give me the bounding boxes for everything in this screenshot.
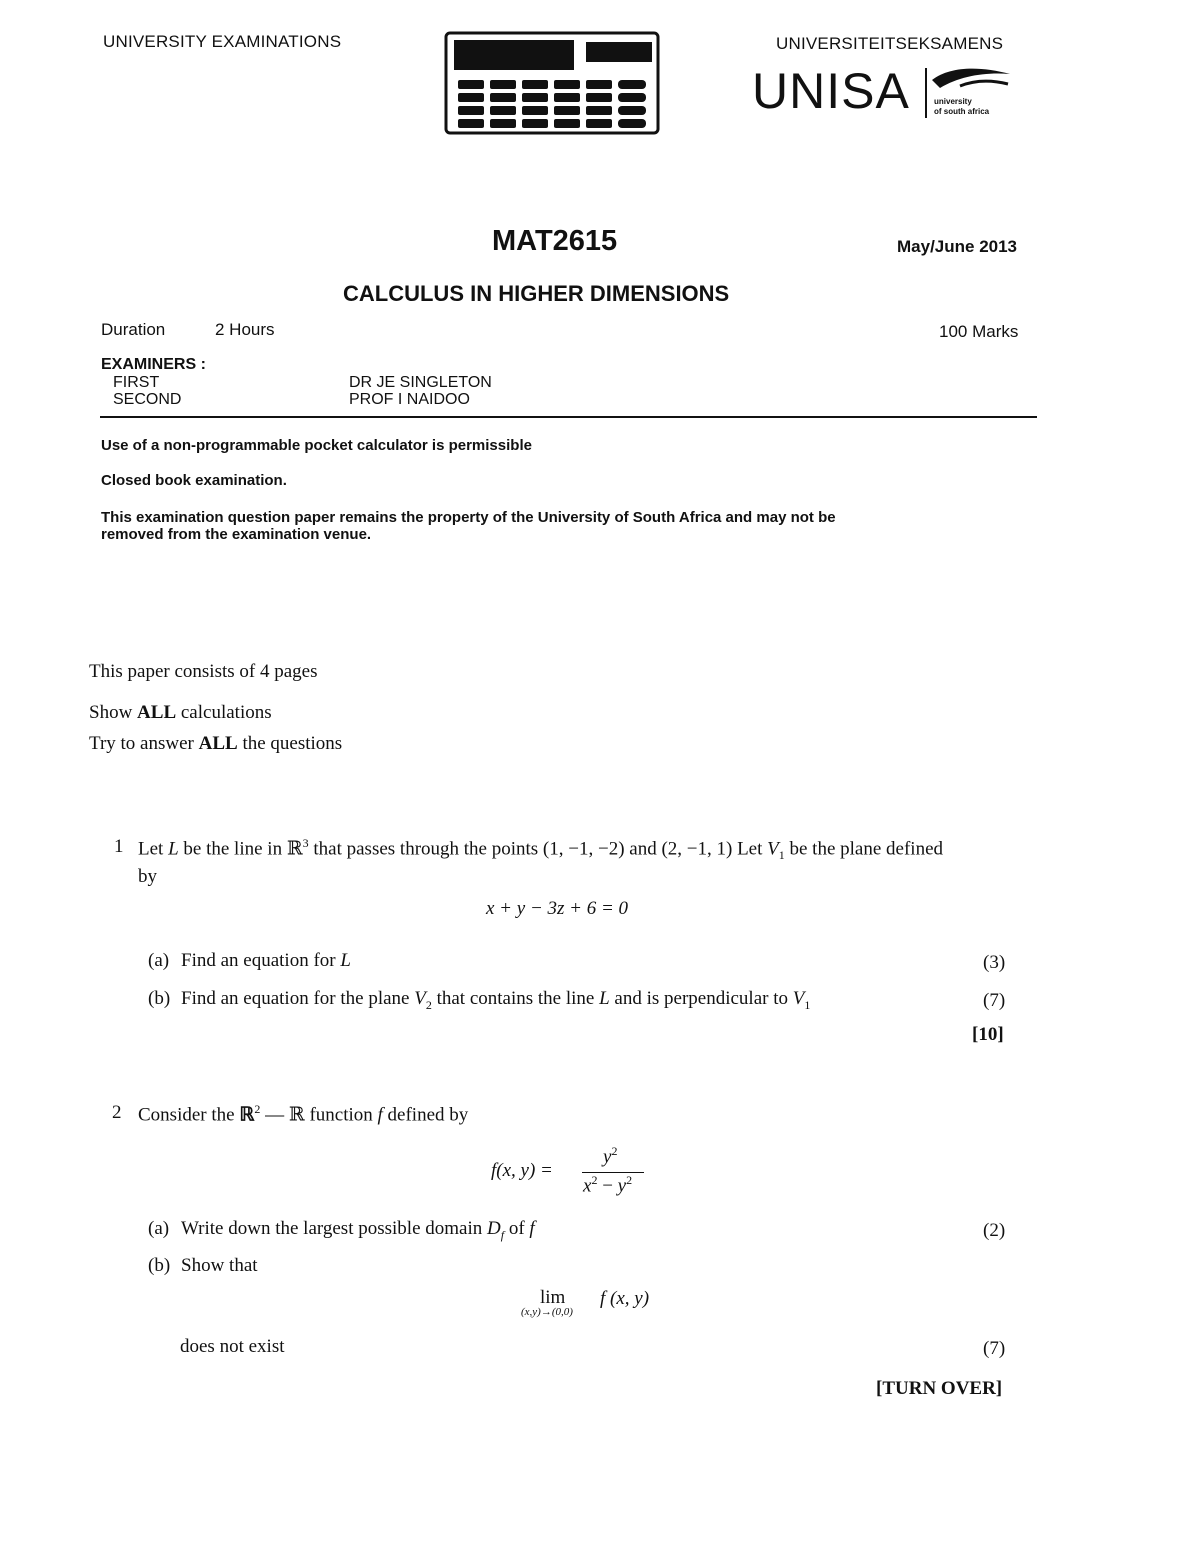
q2-lim-expr: f (x, y) xyxy=(600,1288,650,1309)
try-bold: ALL xyxy=(198,733,238,754)
q2b-label: (b) xyxy=(148,1255,171,1276)
property-notice-line-2: removed from the examination venue. xyxy=(101,526,372,543)
q2-den-sup1: 2 xyxy=(591,1173,598,1187)
q2-sup2: 2 xyxy=(254,1102,261,1116)
q1-equation: x + y − 3z + 6 = 0 xyxy=(486,898,629,919)
q2-t3: defined by xyxy=(382,1104,469,1126)
q1a-text xyxy=(181,950,351,972)
duration-value: 2 Hours xyxy=(215,320,275,339)
q1-t1: Let xyxy=(138,838,169,860)
q2-num: y xyxy=(603,1146,612,1168)
q1a-L: L xyxy=(340,950,351,971)
q2-lim: lim xyxy=(540,1287,566,1308)
q2-R: ℝ xyxy=(288,1104,305,1126)
q1b-marks: (7) xyxy=(983,990,1006,1011)
q2b-marks: (7) xyxy=(983,1338,1006,1359)
page-count: This paper consists of 4 pages xyxy=(89,661,318,682)
logo-divider xyxy=(925,68,927,118)
q2-num-sup: 2 xyxy=(611,1144,618,1158)
show-bold: ALL xyxy=(137,702,177,723)
show-prefix: Show xyxy=(89,702,138,723)
calculator-icon xyxy=(444,30,660,136)
try-answer xyxy=(89,733,342,755)
q2a-f: f xyxy=(529,1218,535,1239)
q1b-sub2: 2 xyxy=(425,997,432,1012)
q2-dash: — xyxy=(260,1104,289,1126)
unisa-swoosh-icon xyxy=(930,66,1012,96)
try-prefix: Try to answer xyxy=(89,733,199,754)
q2a-t1: Write down the largest possible domain xyxy=(181,1218,487,1239)
q1b-t1: Find an equation for the plane xyxy=(181,988,415,1009)
q2-lim-sub: (x,y)→(0,0) xyxy=(521,1306,573,1318)
turn-over: [TURN OVER] xyxy=(876,1378,1003,1399)
q2b-text: Show that xyxy=(181,1255,258,1276)
course-code: MAT2615 xyxy=(492,225,618,257)
q1-statement xyxy=(138,836,943,863)
first-examiner-name: DR JE SINGLETON xyxy=(349,374,492,391)
q2a-t2: of xyxy=(504,1218,530,1239)
q1b-sub1: 1 xyxy=(804,997,811,1012)
q1b-label: (b) xyxy=(148,988,171,1009)
q2-f: f xyxy=(377,1104,383,1126)
second-examiner-name: PROF I NAIDOO xyxy=(349,391,470,408)
logo-small-2: of south africa xyxy=(934,107,990,116)
q2-t1: Consider the xyxy=(138,1104,240,1126)
q2a-label: (a) xyxy=(148,1218,170,1239)
q2-t2: function xyxy=(304,1104,378,1126)
q1-R: ℝ xyxy=(286,838,303,860)
q1-t4: be the plane defined xyxy=(784,838,944,860)
total-marks: 100 Marks xyxy=(939,322,1019,341)
try-suffix: the questions xyxy=(237,733,343,754)
q1a-marks: (3) xyxy=(983,952,1006,973)
q2-den-sup2: 2 xyxy=(626,1173,633,1187)
logo-small-1: university xyxy=(934,97,972,106)
q2a-D: D xyxy=(487,1218,501,1239)
q2a-sub: f xyxy=(500,1227,505,1242)
q1b-V1: V xyxy=(792,988,805,1009)
header-right: UNIVERSITEITSEKSAMENS xyxy=(776,34,1004,53)
q1-t3: that passes through the points (1, −1, −2) and (2, −1, 1) Let xyxy=(308,838,768,860)
q1-t2: be the line in xyxy=(178,838,287,860)
q2-number: 2 xyxy=(112,1102,122,1123)
course-title: CALCULUS IN HIGHER DIMENSIONS xyxy=(343,281,730,306)
q1b-t3: and is perpendicular to xyxy=(609,988,793,1009)
q2-den-x: x xyxy=(583,1175,592,1197)
exam-date: May/June 2013 xyxy=(897,237,1018,256)
q1-total: [10] xyxy=(972,1024,1004,1045)
header-left: UNIVERSITY EXAMINATIONS xyxy=(103,32,342,51)
q1-sub1: 1 xyxy=(778,848,785,863)
q2b-dne: does not exist xyxy=(180,1336,285,1357)
q2-den-y: y xyxy=(617,1175,627,1197)
unisa-logo-text: UNISA xyxy=(752,63,910,119)
q2-statement xyxy=(138,1102,468,1126)
q2-R2: ℝ xyxy=(239,1104,255,1126)
q1b-L: L xyxy=(599,988,610,1009)
q1-sup3: 3 xyxy=(302,836,309,850)
q1-L: L xyxy=(168,838,179,860)
header-divider xyxy=(100,416,1037,418)
property-notice-line-1: This examination question paper remains the property of the University of South Africa and may not be xyxy=(101,509,836,526)
show-calculations xyxy=(89,702,272,724)
closed-book-instruction: Closed book examination. xyxy=(101,472,287,489)
q2-numerator xyxy=(603,1144,617,1168)
q1b-text xyxy=(181,988,810,1013)
q1b-V: V xyxy=(414,988,426,1009)
q2-lhs: f(x, y) = xyxy=(491,1160,553,1181)
duration-label: Duration xyxy=(101,320,166,339)
q1-number: 1 xyxy=(114,836,124,857)
q1-by: by xyxy=(138,866,157,887)
first-examiner-label: FIRST xyxy=(113,374,160,391)
q2a-marks: (2) xyxy=(983,1220,1006,1241)
q1a-label: (a) xyxy=(148,950,170,971)
second-examiner-label: SECOND xyxy=(113,391,182,408)
q2-den-minus: − xyxy=(597,1175,618,1197)
calculator-instruction: Use of a non-programmable pocket calculator is permissible xyxy=(101,437,532,454)
q1-V: V xyxy=(767,838,779,860)
examiners-label: EXAMINERS : xyxy=(101,356,206,373)
q2a-text xyxy=(181,1218,535,1243)
q2-denominator xyxy=(583,1173,632,1197)
q1a-t: Find an equation for xyxy=(181,950,341,971)
q1b-t2: that contains the line xyxy=(431,988,600,1009)
show-suffix: calculations xyxy=(176,702,272,723)
